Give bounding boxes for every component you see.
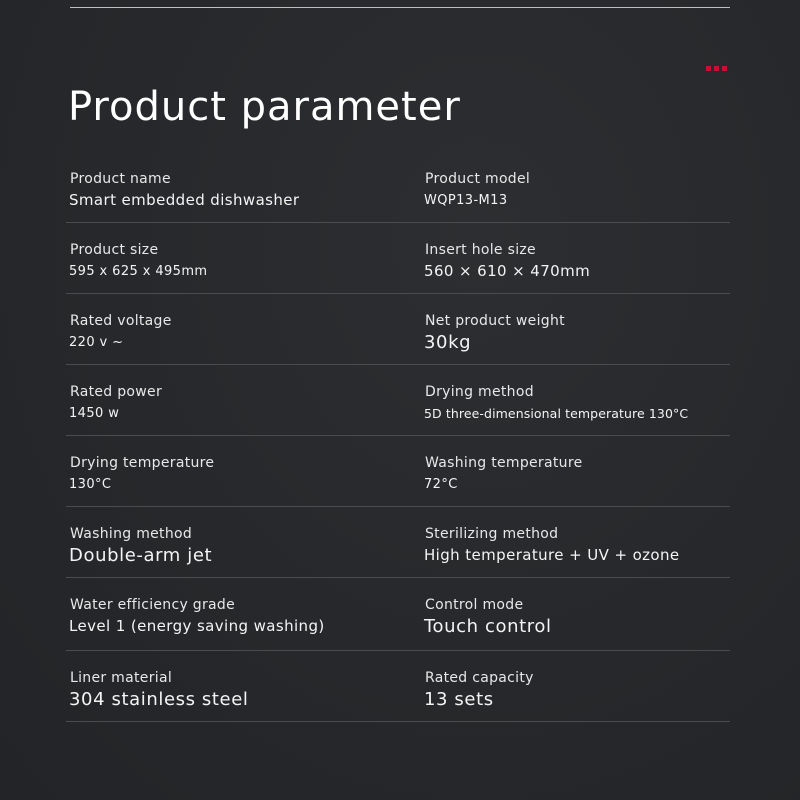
accent-dots-decoration bbox=[706, 66, 727, 71]
param-cell bbox=[423, 365, 753, 435]
table-row bbox=[66, 507, 730, 578]
param-cell bbox=[68, 223, 418, 293]
param-cell bbox=[423, 294, 753, 364]
param-cell bbox=[423, 436, 753, 506]
param-label: Insert hole size bbox=[425, 242, 536, 258]
table-row bbox=[66, 294, 730, 365]
param-value: 304 stainless steel bbox=[69, 689, 249, 710]
param-label: Water efficiency grade bbox=[70, 597, 236, 613]
param-label: Product name bbox=[70, 171, 171, 187]
param-label: Product size bbox=[70, 242, 159, 258]
param-label: Product model bbox=[425, 171, 531, 187]
param-cell bbox=[68, 436, 418, 506]
param-cell bbox=[423, 507, 753, 577]
param-value: High temperature + UV + ozone bbox=[424, 546, 680, 564]
param-value: Touch control bbox=[424, 616, 552, 637]
param-label: Control mode bbox=[425, 597, 524, 613]
param-cell bbox=[423, 651, 753, 721]
parameter-table bbox=[66, 152, 730, 722]
param-label: Washing temperature bbox=[425, 455, 583, 471]
accent-dot bbox=[714, 66, 719, 71]
accent-dot bbox=[706, 66, 711, 71]
param-label: Drying temperature bbox=[70, 455, 215, 471]
param-cell bbox=[68, 152, 418, 222]
param-label: Rated capacity bbox=[425, 670, 534, 686]
param-value: 1450 w bbox=[69, 406, 120, 421]
param-value: 130°C bbox=[69, 477, 112, 492]
param-value: 13 sets bbox=[424, 689, 494, 710]
param-cell bbox=[423, 223, 753, 293]
param-cell bbox=[423, 152, 753, 222]
param-cell bbox=[68, 578, 418, 650]
param-value: Double-arm jet bbox=[69, 545, 213, 566]
param-value: 30kg bbox=[424, 332, 472, 353]
param-label: Rated power bbox=[70, 384, 163, 400]
page-title: Product parameter bbox=[68, 84, 461, 130]
param-value: 595 x 625 x 495mm bbox=[69, 264, 208, 279]
table-row bbox=[66, 578, 730, 651]
param-label: Rated voltage bbox=[70, 313, 172, 329]
param-value: Level 1 (energy saving washing) bbox=[69, 617, 325, 635]
param-value: 5D three-dimensional temperature 130°C bbox=[424, 406, 689, 421]
param-cell bbox=[68, 651, 418, 721]
param-value: WQP13-M13 bbox=[424, 193, 508, 208]
param-value: 220 v ~ bbox=[69, 335, 124, 350]
param-label: Net product weight bbox=[425, 313, 565, 329]
table-row bbox=[66, 651, 730, 722]
param-label: Sterilizing method bbox=[425, 526, 559, 542]
param-cell bbox=[68, 365, 418, 435]
param-value: 560 × 610 × 470mm bbox=[424, 262, 591, 280]
top-divider bbox=[70, 7, 730, 8]
param-value: 72°C bbox=[424, 477, 458, 492]
table-row bbox=[66, 365, 730, 436]
table-row bbox=[66, 223, 730, 294]
param-value: Smart embedded dishwasher bbox=[69, 191, 300, 209]
accent-dot bbox=[722, 66, 727, 71]
param-cell bbox=[423, 578, 753, 650]
param-label: Liner material bbox=[70, 670, 173, 686]
table-row bbox=[66, 436, 730, 507]
param-cell bbox=[68, 507, 418, 577]
param-label: Drying method bbox=[425, 384, 534, 400]
param-label: Washing method bbox=[70, 526, 193, 542]
table-row bbox=[66, 152, 730, 223]
param-cell bbox=[68, 294, 418, 364]
